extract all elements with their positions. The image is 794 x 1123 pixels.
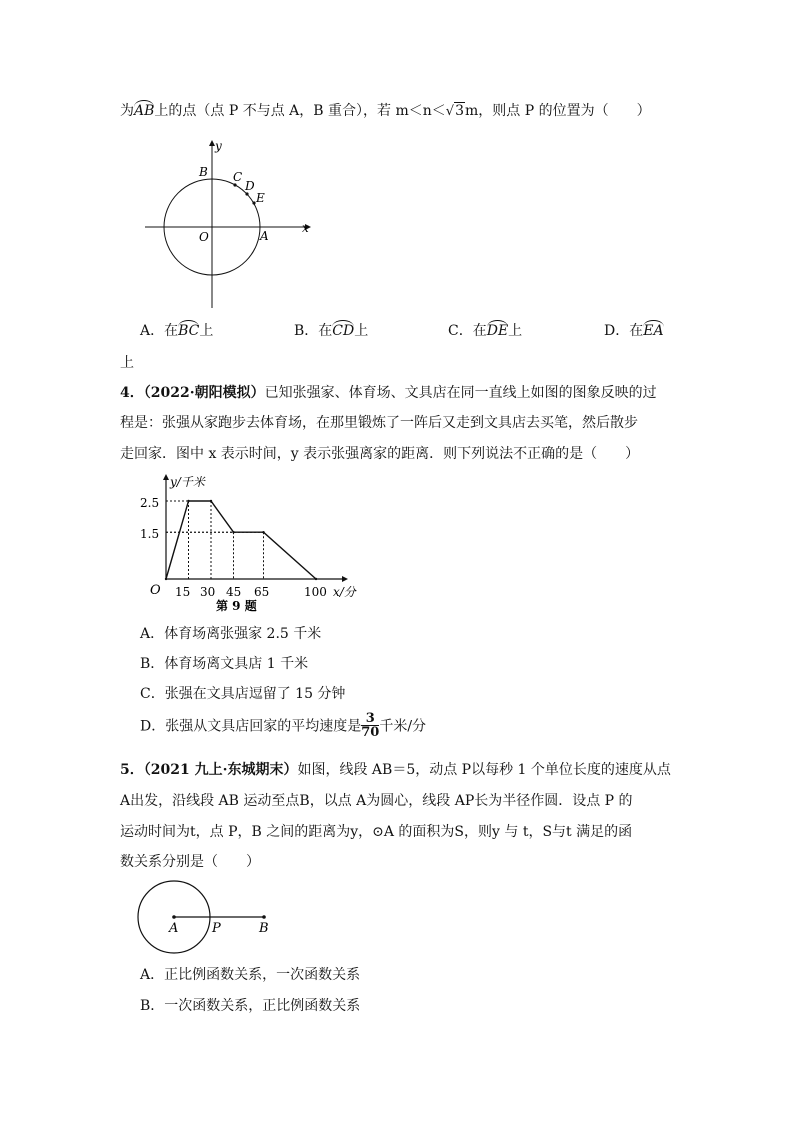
q4-x-tick-65: 65	[254, 585, 270, 599]
q5-label-a: A	[169, 921, 179, 936]
q4-y-tick-2-5: 2.5	[140, 496, 160, 510]
q4-x-tick-45: 45	[226, 585, 242, 599]
q4-option-c: C．张强在文具店逗留了 15 分钟	[140, 686, 346, 702]
q3-circle-figure	[135, 138, 335, 318]
q3-stem-prefix: 为	[120, 103, 134, 119]
q3-sqrt-value: 3	[455, 103, 464, 119]
q5-number: 5．	[120, 762, 144, 778]
q3-option-d: D．在EA	[604, 323, 664, 339]
q5-point-b	[262, 915, 266, 919]
q5-option-b: B．一次函数关系，正比例函数关系	[140, 998, 361, 1014]
q4-number: 4．	[120, 385, 144, 401]
q4-x-axis-label: x/分	[333, 585, 356, 599]
q3-option-d-wrap: 上	[120, 355, 134, 371]
q4-graph-caption: 第 9 题	[216, 599, 257, 613]
q3-label-x: x	[302, 221, 309, 235]
q5-circle-segment-figure	[132, 880, 292, 970]
q4-y-arrow	[163, 474, 169, 480]
q4-option-d-fraction	[361, 712, 379, 739]
q4-source: （2022·朝阳模拟）	[143, 385, 265, 401]
q4-text-1: 已知张强家、体育场、文具店在同一直线上如图的图象反映的过	[264, 385, 657, 401]
q3-option-d-arc: EA	[643, 323, 664, 339]
q3-option-c: C．在DE上	[448, 323, 523, 339]
q3-option-b: B．在CD上	[294, 323, 369, 339]
q4-x-tick-15: 15	[175, 585, 191, 599]
q4-distance-time-graph	[138, 472, 378, 617]
q3-option-c-arc: DE	[486, 323, 509, 339]
q5-option-a: A．正比例函数关系，一次函数关系	[140, 967, 361, 983]
q3-option-a-arc: BC	[178, 323, 200, 339]
q4-x-tick-30: 30	[200, 585, 216, 599]
q3-label-b: B	[199, 165, 208, 179]
q5-line-3: 运动时间为t，点 P，B 之间的距离为y，⊙A 的面积为S，则y 与 t，S与t 满足的函	[120, 824, 633, 840]
q3-label-d: D	[245, 179, 255, 193]
q4-option-d-prefix: D．张强从文具店回家的平均速度是	[140, 718, 362, 735]
q4-option-d-suffix: 千米/分	[379, 718, 427, 735]
q5-line-2: A出发，沿线段 AB 运动至点B，以点 A为圆心，线段 AP长为半径作圆．设点 P 的	[120, 793, 633, 809]
q5-source: （2021 九上·东城期末）	[143, 762, 298, 778]
q4-line-2: 程是：张强从家跑步去体育场，在那里锻炼了一阵后又走到文具店去买笔，然后散步	[120, 415, 638, 431]
q4-option-d	[140, 712, 426, 739]
q4-option-a: A．体育场离张强家 2.5 千米	[140, 626, 322, 642]
q5-line-4: 数关系分别是（ ）	[120, 854, 260, 870]
q4-x-arrow	[342, 576, 348, 582]
q4-y-tick-1-5: 1.5	[140, 527, 160, 541]
q3-option-b-arc: CD	[332, 323, 355, 339]
q4-line-3: 走回家．图中 x 表示时间，y 表示张强离家的距离．则下列说法不正确的是（ ）	[120, 446, 640, 462]
q3-stem: 为AB上的点（点 P 不与点 A，B 重合），若 m＜n＜√3m，则点 P 的位置为（ ）	[120, 103, 651, 119]
q3-option-a: A．在BC上	[140, 323, 214, 339]
q3-arc-ab: AB	[134, 103, 155, 119]
q4-series-line	[166, 501, 316, 579]
q5-line-1	[120, 760, 671, 780]
q5-point-a	[172, 915, 176, 919]
q4-origin-label: O	[150, 583, 161, 598]
q5-label-p: P	[212, 921, 221, 936]
q5-text-1: 如图，线段 AB＝5，动点 P以每秒 1 个单位长度的速度从点	[297, 762, 671, 778]
q3-label-c: C	[233, 170, 243, 184]
q3-label-y: y	[215, 139, 222, 153]
q5-label-b: B	[259, 921, 269, 936]
q3-label-e: E	[256, 191, 265, 205]
q4-line-1	[120, 383, 657, 403]
q3-stem-tail: m，则点 P 的位置为（ ）	[465, 103, 651, 119]
q4-fraction-denominator: 70	[361, 725, 380, 740]
q3-label-o: O	[199, 230, 209, 244]
q3-stem-suffix: 上的点（点 P 不与点 A，B 重合），若 m＜n＜	[154, 103, 446, 119]
q4-fraction-numerator: 3	[361, 712, 379, 726]
q4-y-axis-label: y/千米	[170, 475, 205, 489]
q4-x-tick-100: 100	[304, 585, 327, 599]
q3-label-a: A	[260, 229, 269, 243]
q4-option-b: B．体育场离文具店 1 千米	[140, 656, 309, 672]
